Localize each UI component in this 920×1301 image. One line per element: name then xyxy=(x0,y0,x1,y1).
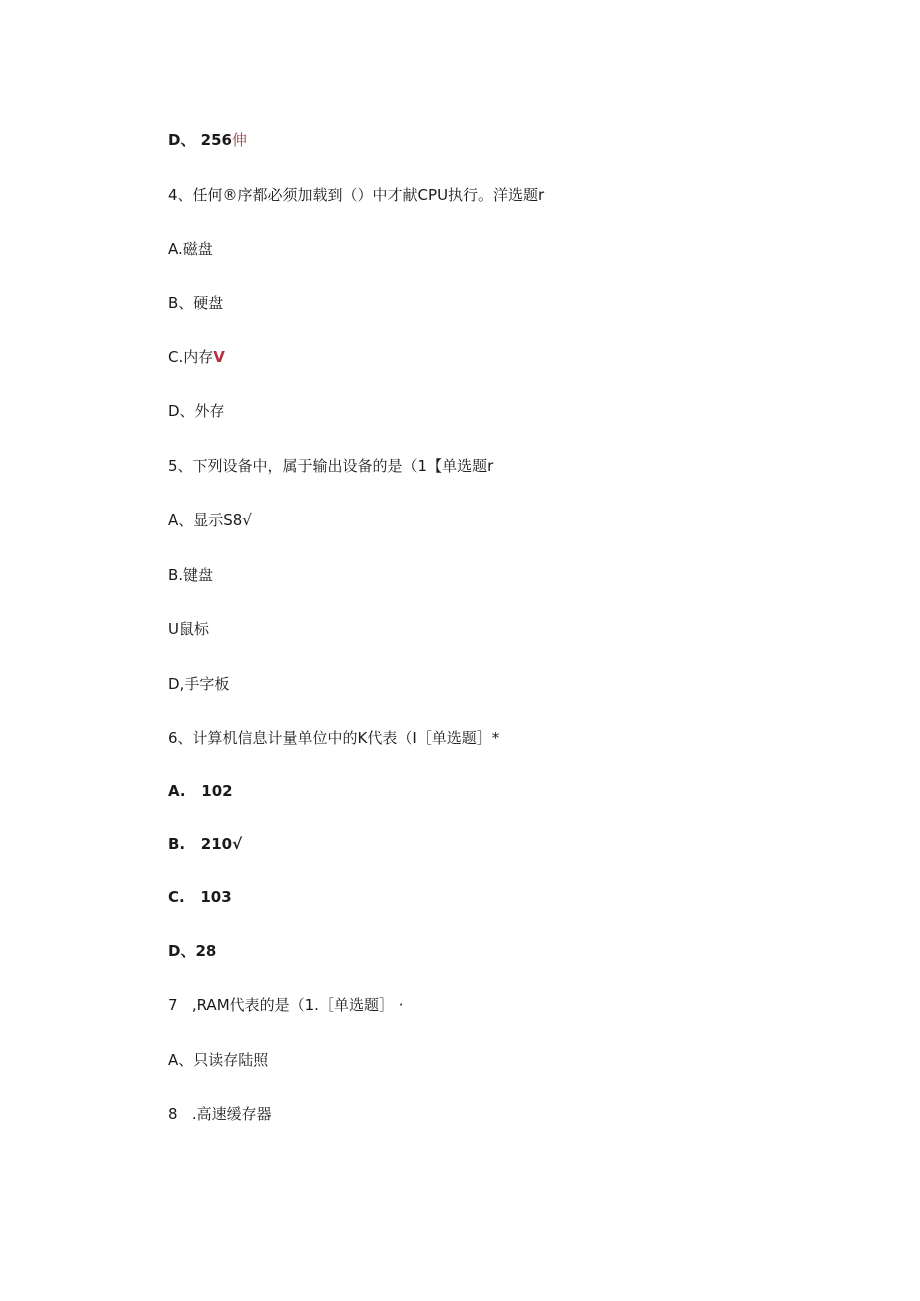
option-c: U鼠标 xyxy=(168,620,209,638)
option-text: C.内存 xyxy=(168,348,214,366)
option-label: D、 xyxy=(168,131,196,149)
option-a: A.磁盘 xyxy=(168,240,213,258)
option-b: 8 .高速缓存器 xyxy=(168,1105,272,1123)
line-1 xyxy=(168,129,247,151)
question-7: 7 ,RAM代表的是（1.［单选题］ · xyxy=(168,996,404,1014)
option-b: B.键盘 xyxy=(168,566,214,584)
option-a: A、只读存陆照 xyxy=(168,1051,269,1069)
option-b: B、硬盘 xyxy=(168,294,224,312)
option-a: A. 102 xyxy=(168,782,233,800)
option-d: D,手字板 xyxy=(168,675,230,693)
question-6: 6、计算机信息计量单位中的K代表（I［单选题］* xyxy=(168,729,500,747)
option-d: D、外存 xyxy=(168,402,225,420)
answer-mark: V xyxy=(213,348,225,366)
option-text: 256 xyxy=(195,131,232,149)
option-b: B. 210√ xyxy=(168,835,243,853)
option-c: C. 103 xyxy=(168,888,232,906)
question-5: 5、下列设备中，属于输出设备的是（1【单选题r xyxy=(168,457,494,475)
question-4: 4、任何®序都必须加载到（）中才献CPU执行。洋选题r xyxy=(168,186,545,204)
option-a: A、显示S8√ xyxy=(168,511,252,529)
option-d: D、28 xyxy=(168,942,217,960)
option-c xyxy=(168,346,225,368)
answer-mark: 伸 xyxy=(232,131,248,149)
